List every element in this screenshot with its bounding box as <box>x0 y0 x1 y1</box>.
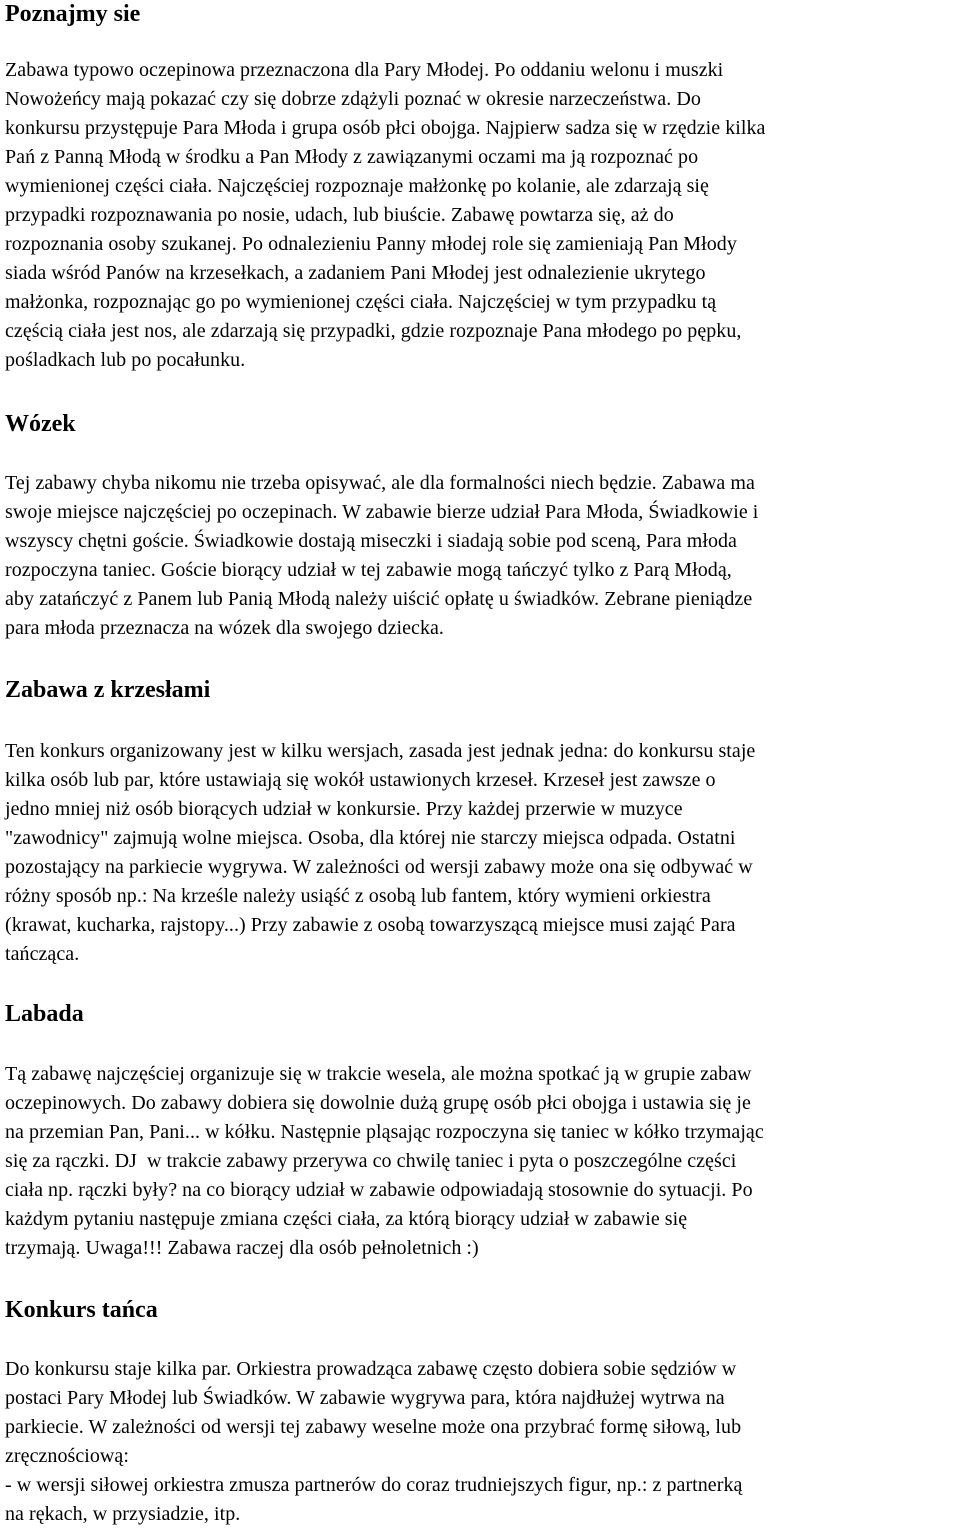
text-line: postaci Pary Młodej lub Świadków. W zabawie wygrywa para, która najdłużej wytrwa na <box>5 1387 725 1409</box>
text-line: aby zatańczyć z Panem lub Panią Młodą należy uiścić opłatę u świadków. Zebrane pieniądze <box>5 588 753 610</box>
text-line: konkursu przystępuje Para Młoda i grupa osób płci obojga. Najpierw sadza się w rzędzie kilka <box>5 117 766 139</box>
text-line: różny sposób np.: Na krześle należy usiąść z osobą lub fantem, który wymieni orkiestra <box>5 885 711 907</box>
text-line: Tą zabawę najczęściej organizuje się w trakcie wesela, ale można spotkać ją w grupie zabaw <box>5 1063 752 1085</box>
text-line: tańcząca. <box>5 943 80 965</box>
section-body <box>5 469 758 643</box>
section-body <box>5 1355 742 1529</box>
text-line: na rękach, w przysiadzie, itp. <box>5 1503 241 1525</box>
text-line: Nowożeńcy mają pokazać czy się dobrze zdążyli poznać w okresie narzeczeństwa. Do <box>5 88 701 110</box>
text-line: para młoda przeznacza na wózek dla swojego dziecka. <box>5 617 444 639</box>
text-line: Pań z Panną Młodą w środku a Pan Młody z zawiązanymi oczami ma ją rozpoznać po <box>5 146 699 168</box>
text-line: rozpoczyna taniec. Goście biorący udział w tej zabawie mogą tańczyć tylko z Parą Młodą, <box>5 559 732 581</box>
text-line: "zawodnicy" zajmują wolne miejsca. Osoba, dla której nie starczy miejsca odpada. Ostatni <box>5 827 736 849</box>
text-line: oczepinowych. Do zabawy dobiera się dowolnie dużą grupę osób płci obojga i ustawia się je <box>5 1092 751 1114</box>
text-line: rozpoznania osoby szukanej. Po odnalezieniu Panny młodej role się zamieniają Pan Młody <box>5 233 737 255</box>
text-line: wszyscy chętni goście. Świadkowie dostają miseczki i siadają sobie pod sceną, Para młoda <box>5 530 737 552</box>
text-line: - w wersji siłowej orkiestra zmusza partnerów do coraz trudniejszych figur, np.: z partnerką <box>5 1474 743 1496</box>
section-heading: Konkurs tańca <box>5 1297 158 1323</box>
section-heading: Labada <box>5 1001 84 1027</box>
text-line: siada wśród Panów na krzesełkach, a zadaniem Pani Młodej jest odnalezienie ukrytego <box>5 262 706 284</box>
text-line: częścią ciała jest nos, ale zdarzają się przypadki, gdzie rozpoznaje Pana młodego po pępku, <box>5 320 742 342</box>
text-line: wymienionej części ciała. Najczęściej rozpoznaje małżonkę po kolanie, ale zdarzają się <box>5 175 709 197</box>
section-body <box>5 56 766 375</box>
text-line: zręcznościową: <box>5 1445 129 1467</box>
text-line: pośladkach lub po pocałunku. <box>5 349 246 371</box>
text-line: Ten konkurs organizowany jest w kilku wersjach, zasada jest jednak jedna: do konkursu staje <box>5 740 756 762</box>
text-line: Do konkursu staje kilka par. Orkiestra prowadząca zabawę często dobiera sobie sędziów w <box>5 1358 737 1380</box>
text-line: małżonka, rozpoznając go po wymienionej części ciała. Najczęściej w tym przypadku tą <box>5 291 717 313</box>
text-line: pozostający na parkiecie wygrywa. W zależności od wersji zabawy może ona się odbywać w <box>5 856 753 878</box>
text-line: (krawat, kucharka, rajstopy...) Przy zabawie z osobą towarzyszącą miejsce musi zająć Para <box>5 914 736 936</box>
text-line: parkiecie. W zależności od wersji tej zabawy weselne może ona przybrać formę siłową, lub <box>5 1416 742 1438</box>
text-line: się za rączki. DJ w trakcie zabawy przerywa co chwilę taniec i pyta o poszczególne części <box>5 1150 737 1172</box>
section-heading: Wózek <box>5 411 76 437</box>
text-line: Zabawa typowo oczepinowa przeznaczona dla Pary Młodej. Po oddaniu welonu i muszki <box>5 59 724 81</box>
text-line: jedno mniej niż osób biorących udział w konkursie. Przy każdej przerwie w muzyce <box>5 798 683 820</box>
section-body <box>5 737 755 969</box>
text-line: ciała np. rączki były? na co biorący udział w zabawie odpowiadają stosownie do sytuacji. Po <box>5 1179 753 1201</box>
section-heading: Zabawa z krzesłami <box>5 677 211 703</box>
text-line: na przemian Pan, Pani... w kółku. Następnie pląsając rozpoczyna się taniec w kółko trzymając <box>5 1121 764 1143</box>
section-body <box>5 1060 764 1263</box>
text-line: każdym pytaniu następuje zmiana części ciała, za którą biorący udział w zabawie się <box>5 1208 688 1230</box>
text-line: przypadki rozpoznawania po nosie, udach, lub biuście. Zabawę powtarza się, aż do <box>5 204 674 226</box>
text-line: trzymają. Uwaga!!! Zabawa raczej dla osób pełnoletnich :) <box>5 1237 479 1259</box>
text-line: kilka osób lub par, które ustawiają się wokół ustawionych krzeseł. Krzeseł jest zawsze o <box>5 769 716 791</box>
text-line: swoje miejsce najczęściej po oczepinach. W zabawie bierze udział Para Młoda, Świadkowie i <box>5 501 759 523</box>
section-heading: Poznajmy sie <box>5 1 141 27</box>
text-line: Tej zabawy chyba nikomu nie trzeba opisywać, ale dla formalności niech będzie. Zabawa ma <box>5 472 755 494</box>
